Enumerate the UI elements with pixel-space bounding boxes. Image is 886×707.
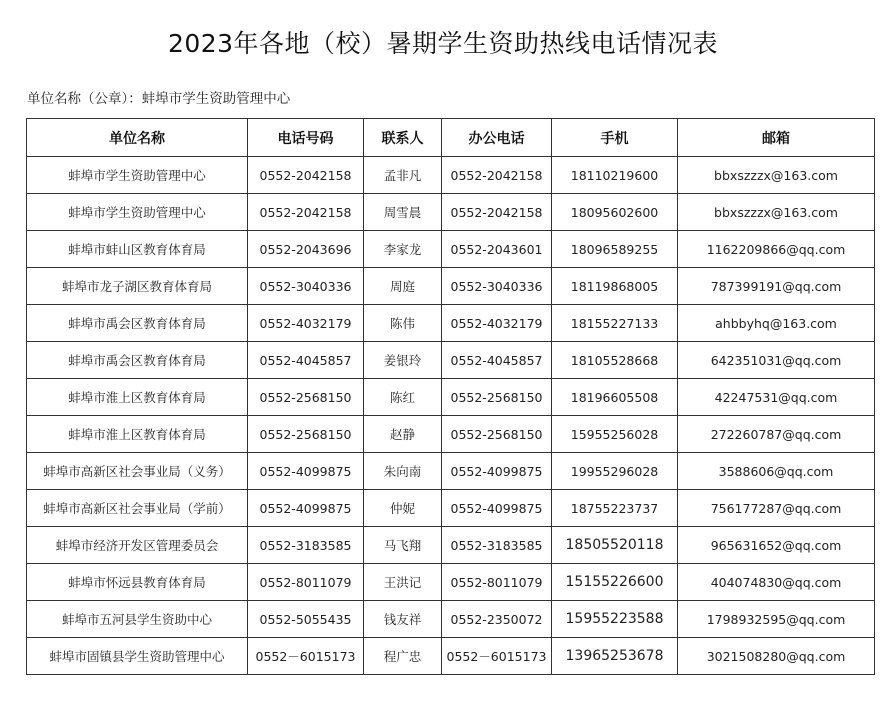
cell-contact: 钱友祥	[364, 601, 442, 638]
table-row	[27, 490, 875, 527]
cell-contact: 周雪晨	[364, 194, 442, 231]
cell-phone: 0552-2042158	[248, 194, 364, 231]
table-row	[27, 601, 875, 638]
cell-email: bbxszzzx@163.com	[678, 194, 875, 231]
hotline-table	[26, 118, 875, 675]
cell-phone: 0552-4099875	[248, 490, 364, 527]
cell-unit-name: 蚌埠市高新区社会事业局（学前）	[27, 490, 248, 527]
cell-email: 965631652@qq.com	[678, 527, 875, 564]
cell-unit-name: 蚌埠市五河县学生资助中心	[27, 601, 248, 638]
cell-contact: 朱向南	[364, 453, 442, 490]
cell-contact: 马飞翔	[364, 527, 442, 564]
cell-phone: 0552-4045857	[248, 342, 364, 379]
cell-unit-name: 蚌埠市经济开发区管理委员会	[27, 527, 248, 564]
table-row	[27, 416, 875, 453]
cell-contact: 王洪记	[364, 564, 442, 601]
cell-office-phone: 0552-4099875	[442, 490, 552, 527]
unit-value: 蚌埠市学生资助管理中心	[141, 91, 291, 107]
cell-office-phone: 0552-8011079	[442, 564, 552, 601]
cell-office-phone: 0552-2568150	[442, 416, 552, 453]
header-contact: 联系人	[364, 119, 442, 157]
cell-email: 3588606@qq.com	[678, 453, 875, 490]
cell-mobile: 18119868005	[552, 268, 678, 305]
cell-mobile: 18095602600	[552, 194, 678, 231]
cell-office-phone: 0552-4099875	[442, 453, 552, 490]
cell-mobile: 18155227133	[552, 305, 678, 342]
table-row	[27, 194, 875, 231]
table-header-row	[27, 119, 875, 157]
header-mobile: 手机	[552, 119, 678, 157]
cell-unit-name: 蚌埠市淮上区教育体育局	[27, 379, 248, 416]
cell-email: 272260787@qq.com	[678, 416, 875, 453]
cell-contact: 陈红	[364, 379, 442, 416]
cell-office-phone: 0552-4032179	[442, 305, 552, 342]
cell-unit-name: 蚌埠市固镇县学生资助管理中心	[27, 638, 248, 675]
page-title: 2023年各地（校）暑期学生资助热线电话情况表	[167, 29, 719, 58]
cell-mobile: 18505520118	[552, 527, 678, 564]
cell-phone: 0552-4032179	[248, 305, 364, 342]
cell-phone: 0552-3040336	[248, 268, 364, 305]
cell-mobile: 15955256028	[552, 416, 678, 453]
table-row	[27, 231, 875, 268]
cell-contact: 孟非凡	[364, 157, 442, 194]
header-office-phone: 办公电话	[442, 119, 552, 157]
cell-contact: 赵静	[364, 416, 442, 453]
cell-email: 787399191@qq.com	[678, 268, 875, 305]
table-row	[27, 453, 875, 490]
cell-unit-name: 蚌埠市怀远县教育体育局	[27, 564, 248, 601]
cell-mobile: 18110219600	[552, 157, 678, 194]
cell-mobile: 19955296028	[552, 453, 678, 490]
cell-office-phone: 0552-4045857	[442, 342, 552, 379]
table-row	[27, 157, 875, 194]
cell-office-phone: 0552-2568150	[442, 379, 552, 416]
table-row	[27, 305, 875, 342]
cell-email: 3021508280@qq.com	[678, 638, 875, 675]
cell-phone: 0552－6015173	[248, 638, 364, 675]
header-email: 邮箱	[678, 119, 875, 157]
table-row	[27, 342, 875, 379]
cell-unit-name: 蚌埠市淮上区教育体育局	[27, 416, 248, 453]
cell-contact: 陈伟	[364, 305, 442, 342]
cell-phone: 0552-2042158	[248, 157, 364, 194]
cell-unit-name: 蚌埠市龙子湖区教育体育局	[27, 268, 248, 305]
cell-phone: 0552-2568150	[248, 416, 364, 453]
cell-unit-name: 蚌埠市学生资助管理中心	[27, 157, 248, 194]
unit-line	[27, 87, 290, 107]
cell-unit-name: 蚌埠市高新区社会事业局（义务）	[27, 453, 248, 490]
cell-phone: 0552-2568150	[248, 379, 364, 416]
table-row	[27, 268, 875, 305]
cell-contact: 周庭	[364, 268, 442, 305]
cell-email: 1798932595@qq.com	[678, 601, 875, 638]
table-row	[27, 527, 875, 564]
cell-email: 756177287@qq.com	[678, 490, 875, 527]
header-unit-name: 单位名称	[27, 119, 248, 157]
cell-contact: 姜银玲	[364, 342, 442, 379]
cell-office-phone: 0552-3040336	[442, 268, 552, 305]
cell-office-phone: 0552-2350072	[442, 601, 552, 638]
cell-contact: 仲妮	[364, 490, 442, 527]
cell-email: 1162209866@qq.com	[678, 231, 875, 268]
cell-email: 404074830@qq.com	[678, 564, 875, 601]
cell-contact: 李家龙	[364, 231, 442, 268]
cell-office-phone: 0552－6015173	[442, 638, 552, 675]
cell-office-phone: 0552-3183585	[442, 527, 552, 564]
cell-office-phone: 0552-2042158	[442, 157, 552, 194]
cell-phone: 0552-4099875	[248, 453, 364, 490]
cell-office-phone: 0552-2043601	[442, 231, 552, 268]
cell-mobile: 13965253678	[552, 638, 678, 675]
cell-mobile: 18196605508	[552, 379, 678, 416]
table-row	[27, 638, 875, 675]
cell-email: bbxszzzx@163.com	[678, 157, 875, 194]
cell-email: 42247531@qq.com	[678, 379, 875, 416]
cell-office-phone: 0552-2042158	[442, 194, 552, 231]
cell-mobile: 18105528668	[552, 342, 678, 379]
cell-unit-name: 蚌埠市蚌山区教育体育局	[27, 231, 248, 268]
cell-unit-name: 蚌埠市禹会区教育体育局	[27, 342, 248, 379]
cell-email: 642351031@qq.com	[678, 342, 875, 379]
cell-phone: 0552-5055435	[248, 601, 364, 638]
unit-label: 单位名称（公章）：	[27, 91, 142, 107]
cell-contact: 程广忠	[364, 638, 442, 675]
table-row	[27, 564, 875, 601]
cell-phone: 0552-8011079	[248, 564, 364, 601]
cell-phone: 0552-3183585	[248, 527, 364, 564]
cell-mobile: 18755223737	[552, 490, 678, 527]
cell-unit-name: 蚌埠市学生资助管理中心	[27, 194, 248, 231]
cell-unit-name: 蚌埠市禹会区教育体育局	[27, 305, 248, 342]
table-row	[27, 379, 875, 416]
cell-mobile: 15155226600	[552, 564, 678, 601]
cell-mobile: 18096589255	[552, 231, 678, 268]
cell-email: ahbbyhq@163.com	[678, 305, 875, 342]
cell-phone: 0552-2043696	[248, 231, 364, 268]
cell-mobile: 15955223588	[552, 601, 678, 638]
header-phone: 电话号码	[248, 119, 364, 157]
